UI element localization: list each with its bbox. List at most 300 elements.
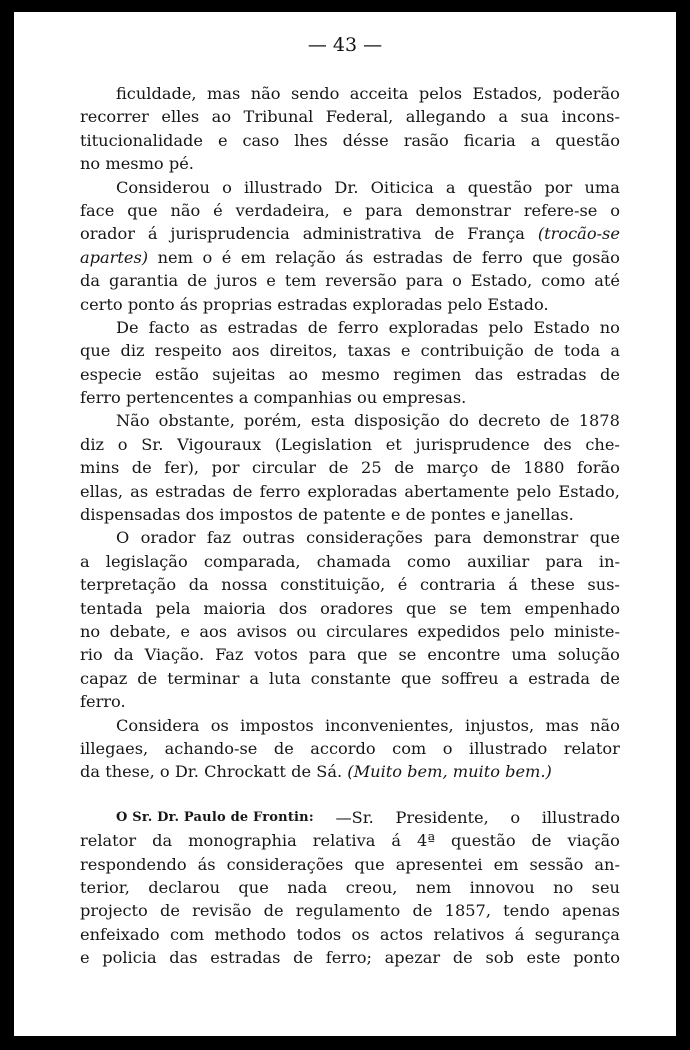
word: relativa xyxy=(312,831,376,851)
word: O xyxy=(116,528,130,548)
word: ellas, xyxy=(80,481,124,501)
word: debate, xyxy=(109,621,171,641)
word: Estado. xyxy=(487,294,549,314)
word: certo xyxy=(80,294,123,314)
text-line xyxy=(80,643,620,666)
word: ás xyxy=(179,294,198,314)
word: illegaes, xyxy=(80,738,149,758)
paragraph xyxy=(80,316,620,410)
word: viação xyxy=(567,831,620,851)
word: relator xyxy=(563,738,620,758)
text-line xyxy=(80,82,620,105)
word: a xyxy=(445,177,456,197)
text-line xyxy=(80,152,620,175)
word: constituição, xyxy=(280,575,386,595)
word: gosão xyxy=(572,247,620,267)
word: proprias xyxy=(202,294,273,314)
word: ferro. xyxy=(80,692,126,712)
word: encontre xyxy=(427,645,501,665)
word: relator xyxy=(80,831,137,851)
word: sujeitas xyxy=(212,364,276,384)
word: o xyxy=(202,247,213,267)
word: de xyxy=(452,948,473,968)
word: comparada, xyxy=(203,551,301,571)
word: mesmo xyxy=(321,364,380,384)
word: pelo xyxy=(509,621,545,641)
word: o xyxy=(610,200,620,220)
word: sob xyxy=(485,948,514,968)
word: ou xyxy=(296,621,317,641)
word: allegando xyxy=(405,107,486,127)
word: de xyxy=(131,458,152,478)
word: Presidente, xyxy=(395,807,489,827)
word: de xyxy=(307,317,328,337)
word: até xyxy=(594,271,620,291)
word: Viação. xyxy=(144,645,205,665)
word: (Legislation xyxy=(274,434,373,454)
word: estradas xyxy=(227,317,298,337)
text-line xyxy=(80,105,620,128)
word: em xyxy=(493,854,519,874)
word: illustrado xyxy=(541,807,620,827)
word: estradas xyxy=(277,294,348,314)
word: o xyxy=(452,271,462,291)
body-text xyxy=(80,82,620,969)
word: diz xyxy=(80,434,105,454)
word: luta xyxy=(268,668,301,688)
word: empresas. xyxy=(382,388,467,408)
word: de xyxy=(328,458,349,478)
word: ponto xyxy=(573,948,620,968)
word: uma xyxy=(511,645,547,665)
word: ferro xyxy=(259,481,301,501)
word: 1878 xyxy=(578,411,620,431)
word: illustrado xyxy=(469,738,548,758)
word: pertencentes xyxy=(125,388,234,408)
word: de xyxy=(533,341,554,361)
word: que xyxy=(400,668,432,688)
word: e xyxy=(180,621,190,641)
text-line xyxy=(80,620,620,643)
word: por xyxy=(544,177,573,197)
word: contribuição xyxy=(420,341,524,361)
word: sendo xyxy=(290,84,340,103)
word: fer), xyxy=(164,458,200,478)
word: respondendo xyxy=(80,854,187,874)
word: rio xyxy=(80,645,103,665)
word: pelo xyxy=(447,294,483,314)
word: —Sr. xyxy=(335,807,374,827)
word: De xyxy=(116,317,139,337)
word: para xyxy=(545,551,583,571)
text-line xyxy=(80,456,620,479)
word: no xyxy=(553,877,574,897)
word: acceita xyxy=(349,84,409,103)
word: tem xyxy=(284,271,317,291)
word: des xyxy=(543,434,572,454)
word: lhes xyxy=(294,130,328,150)
word: das xyxy=(474,364,504,384)
word: e xyxy=(490,505,501,525)
word: sua xyxy=(520,107,549,127)
word: de xyxy=(263,901,284,921)
word: os xyxy=(351,924,370,944)
text-line xyxy=(80,853,620,876)
word: pelos xyxy=(418,84,463,103)
word: dos xyxy=(278,598,308,618)
word: janellas. xyxy=(505,505,574,525)
word: pelo xyxy=(516,481,552,501)
word: questão xyxy=(555,130,620,150)
word: de xyxy=(600,668,620,688)
word: uma xyxy=(584,177,620,197)
word: nossa xyxy=(221,575,268,595)
word: estão xyxy=(155,364,199,384)
text-line xyxy=(80,176,620,199)
word: companhias xyxy=(253,388,352,408)
word: com xyxy=(169,924,205,944)
word: se xyxy=(449,598,468,618)
text-line xyxy=(80,433,620,456)
word: ás xyxy=(345,247,364,267)
word: a xyxy=(249,668,259,688)
word: mas xyxy=(206,84,241,103)
word: no xyxy=(599,317,620,337)
word: o xyxy=(222,177,232,197)
text-line xyxy=(80,597,620,620)
word: Oiticica xyxy=(370,177,434,197)
word: declarou xyxy=(148,877,221,897)
word: incons- xyxy=(561,107,620,127)
word: de xyxy=(273,738,294,758)
word: os xyxy=(210,715,229,735)
word: pé. xyxy=(168,154,194,174)
word: relativos xyxy=(433,924,505,944)
word: abertamente xyxy=(404,481,510,501)
word: terior, xyxy=(80,877,130,897)
word: illustrado xyxy=(243,177,323,197)
word: ferro; xyxy=(325,948,372,968)
paragraph xyxy=(80,714,620,784)
word: de xyxy=(490,458,511,478)
word: Estado, xyxy=(558,481,620,501)
word: apresentei xyxy=(395,854,483,874)
word: recorrer xyxy=(80,107,149,127)
word: de xyxy=(291,762,312,782)
word: forão xyxy=(576,458,620,478)
word: dos xyxy=(185,505,215,525)
word: exploradas xyxy=(352,294,443,314)
word: et xyxy=(385,434,402,454)
text-line xyxy=(80,550,620,573)
word: enfeixado xyxy=(80,924,160,944)
word: apartes) xyxy=(80,247,149,267)
word: França xyxy=(467,224,525,244)
word: á xyxy=(147,224,158,244)
word: monographia xyxy=(188,831,297,851)
text-line xyxy=(80,899,620,922)
word: decreto xyxy=(478,411,541,431)
word: ferro xyxy=(481,247,523,267)
word: de xyxy=(297,505,318,525)
word: expedidos xyxy=(417,621,501,641)
word: these xyxy=(530,575,575,595)
word: aos xyxy=(231,341,260,361)
word: actos xyxy=(379,924,424,944)
word: elles xyxy=(161,107,200,127)
word: innovou xyxy=(469,877,535,897)
word: chamada xyxy=(316,551,391,571)
word: o xyxy=(442,738,453,758)
text-line xyxy=(80,409,620,432)
word: a xyxy=(498,107,509,127)
text-line xyxy=(80,946,620,969)
word: nem xyxy=(415,877,452,897)
word: Federal, xyxy=(325,107,394,127)
word: in- xyxy=(598,551,620,571)
word: orador xyxy=(140,528,196,548)
word: da xyxy=(80,271,101,291)
word: direitos, xyxy=(269,341,338,361)
word: exploradas xyxy=(307,481,398,501)
word: dispensadas xyxy=(80,505,181,525)
word: injustos, xyxy=(465,715,535,735)
word: Vigouraux xyxy=(177,434,262,454)
word: de xyxy=(434,224,455,244)
word: com xyxy=(392,738,427,758)
word: contraria xyxy=(419,575,496,595)
word: que xyxy=(532,247,563,267)
word: a xyxy=(610,341,620,361)
word: estradas xyxy=(372,247,443,267)
word: juros xyxy=(216,271,258,291)
word: a xyxy=(238,388,249,408)
paragraph xyxy=(80,806,620,970)
word: o xyxy=(159,762,170,782)
word: disposição xyxy=(353,411,440,431)
word: do xyxy=(448,411,470,431)
word: 1880 xyxy=(523,458,565,478)
word: mas xyxy=(545,715,579,735)
word: impostos xyxy=(219,505,293,525)
word: a xyxy=(508,668,519,688)
word: faz xyxy=(206,528,232,548)
word: oradores xyxy=(320,598,394,618)
word: de xyxy=(599,364,620,384)
text-line xyxy=(80,316,620,339)
text-line xyxy=(80,737,620,760)
word: que xyxy=(357,645,388,665)
word: tendo xyxy=(503,901,550,921)
word: que xyxy=(354,854,385,874)
word: Estado, xyxy=(470,271,533,291)
word: que xyxy=(80,341,111,361)
word: o xyxy=(117,434,128,454)
word: policia xyxy=(102,948,157,968)
word: a xyxy=(80,551,90,571)
word: patente xyxy=(323,505,386,525)
text-line xyxy=(80,876,620,899)
word: diz xyxy=(120,341,145,361)
word: se xyxy=(398,645,417,665)
word: especie xyxy=(80,364,142,384)
word: Dr. xyxy=(174,762,199,782)
word: ponto xyxy=(127,294,175,314)
word: ficaria xyxy=(463,130,516,150)
word: de xyxy=(137,668,158,688)
word: é xyxy=(213,200,223,220)
paragraph xyxy=(80,176,620,316)
word: é xyxy=(397,575,408,595)
word: que xyxy=(127,200,158,220)
word: Chrockatt xyxy=(204,762,286,782)
page-number: — 43 — xyxy=(307,34,383,56)
word: inconvenientes, xyxy=(324,715,454,735)
word: estradas xyxy=(516,364,587,384)
word: projecto xyxy=(80,901,148,921)
word: Sr. xyxy=(141,434,164,454)
word: Faz xyxy=(215,645,244,665)
word: refere-se xyxy=(523,200,598,220)
word: seu xyxy=(591,877,620,897)
word: estradas xyxy=(210,948,281,968)
word: demonstrar xyxy=(482,528,579,548)
word: jurisprudence xyxy=(415,434,530,454)
word: reversão xyxy=(325,271,397,291)
text-line xyxy=(80,269,620,292)
word: e xyxy=(390,505,401,525)
paragraph xyxy=(80,526,620,713)
word: de xyxy=(412,901,433,921)
word: garantia xyxy=(108,271,179,291)
word: facto xyxy=(148,317,190,337)
word: titucionalidade xyxy=(80,130,203,150)
word: as xyxy=(199,317,218,337)
word: empenhado xyxy=(524,598,620,618)
word: tentada xyxy=(80,598,143,618)
word: votos xyxy=(254,645,298,665)
word: sessão xyxy=(529,854,584,874)
word: questão xyxy=(450,831,516,851)
word: para xyxy=(308,645,347,665)
word: mins xyxy=(80,458,120,478)
text-line xyxy=(80,386,620,409)
text-line xyxy=(80,246,620,269)
word: de xyxy=(452,247,473,267)
word: ao xyxy=(288,364,309,384)
word: legislação xyxy=(105,551,188,571)
word: aos xyxy=(199,621,228,641)
word: as xyxy=(130,481,149,501)
word: maioria xyxy=(203,598,266,618)
word: administrativa xyxy=(302,224,422,244)
word: orador xyxy=(80,224,135,244)
word: constante xyxy=(310,668,391,688)
word: auxiliar xyxy=(467,551,530,571)
word: poderão xyxy=(552,84,620,103)
text-line xyxy=(80,363,620,386)
word: soffreu xyxy=(441,668,499,688)
word: no xyxy=(80,621,101,641)
word: de xyxy=(159,901,180,921)
word: estrada xyxy=(528,668,591,688)
word: apenas xyxy=(561,901,620,921)
word: solução xyxy=(557,645,620,665)
word: Estado xyxy=(533,317,590,337)
word: não xyxy=(250,84,281,103)
word: sus- xyxy=(587,575,620,595)
word: considerações xyxy=(226,854,344,874)
word: ferro xyxy=(337,317,379,337)
word: ás xyxy=(197,854,216,874)
word: considerações xyxy=(306,528,423,548)
word: para xyxy=(434,528,472,548)
word: de xyxy=(405,505,426,525)
word: para xyxy=(365,200,403,220)
word: demonstrar xyxy=(415,200,511,220)
text-line xyxy=(80,129,620,152)
document-page xyxy=(14,12,676,1036)
word: á xyxy=(514,924,525,944)
word: (trocão-se xyxy=(537,224,620,244)
word: de xyxy=(394,458,415,478)
text-line xyxy=(80,293,620,316)
word: impostos xyxy=(240,715,314,735)
text-line xyxy=(80,480,620,503)
word: como xyxy=(407,551,451,571)
word: désse xyxy=(342,130,389,150)
word: capaz xyxy=(80,668,128,688)
word: que xyxy=(405,598,437,618)
text-line xyxy=(80,199,620,222)
word: e xyxy=(400,341,411,361)
text-line xyxy=(80,339,620,362)
text-line xyxy=(80,806,620,829)
text-line xyxy=(80,573,620,596)
word: ao xyxy=(211,107,232,127)
word: em xyxy=(240,247,266,267)
word: é xyxy=(221,247,232,267)
word: e xyxy=(80,948,90,968)
word: de xyxy=(232,481,253,501)
word: obstante, xyxy=(158,411,235,431)
word: como xyxy=(541,271,586,291)
paragraph xyxy=(80,82,620,176)
word: 1857, xyxy=(444,901,491,921)
word: rasão xyxy=(403,130,449,150)
text-line xyxy=(80,503,620,526)
word: an- xyxy=(594,854,620,874)
word: ferro xyxy=(80,388,121,408)
word: mesmo xyxy=(105,154,164,174)
word: tem xyxy=(480,598,512,618)
word: por xyxy=(211,458,240,478)
word: de xyxy=(549,411,570,431)
word: apezar xyxy=(384,948,441,968)
word: Considerou xyxy=(116,177,210,197)
text-line xyxy=(80,714,620,737)
word: este xyxy=(526,948,561,968)
word: todos xyxy=(296,924,342,944)
word: che- xyxy=(585,434,620,454)
word: não xyxy=(170,200,201,220)
word: regulamento xyxy=(295,901,401,921)
word: accordo xyxy=(310,738,376,758)
word: das xyxy=(169,948,198,968)
word: exploradas xyxy=(388,317,479,337)
word: Sá. xyxy=(316,762,343,782)
word: avisos xyxy=(236,621,287,641)
